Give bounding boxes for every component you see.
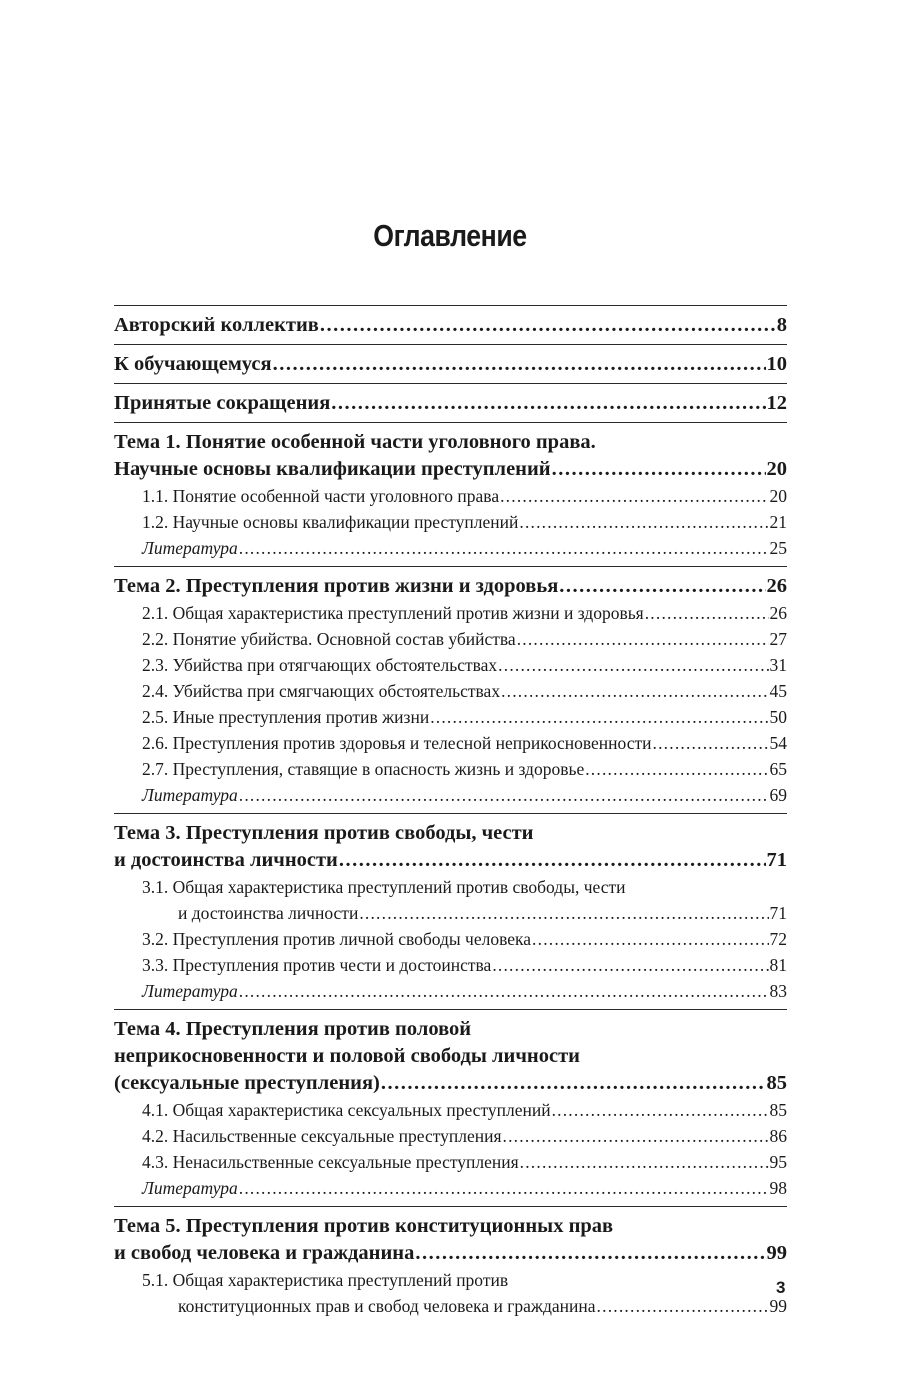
entry-label: 1.2. Научные основы квалификации преступлений [142, 512, 519, 532]
entry-label: Литература [142, 1178, 238, 1198]
entry-page-number: 99 [769, 1296, 787, 1316]
entry-page-number: 45 [769, 681, 787, 701]
dot-leader [320, 312, 776, 339]
entry-page-number: 54 [769, 733, 787, 753]
topic-heading[interactable] [114, 1240, 787, 1267]
subsection-entry[interactable] [114, 900, 787, 926]
toc-entry[interactable] [114, 312, 787, 339]
entry-page-number: 27 [769, 629, 787, 649]
dot-leader [552, 456, 766, 483]
dot-leader [519, 509, 768, 535]
topic-heading[interactable] [114, 1070, 787, 1097]
dot-leader [273, 351, 766, 378]
dot-leader [645, 600, 769, 626]
entry-page-number: 86 [769, 1126, 787, 1146]
page-number: 3 [776, 1278, 786, 1297]
dot-leader [552, 1097, 769, 1123]
dot-leader [381, 1070, 766, 1097]
dot-leader [415, 1240, 765, 1267]
dot-leader [503, 1123, 769, 1149]
subsection-entry[interactable] [114, 952, 787, 978]
section-divider [114, 566, 787, 567]
dot-leader [585, 756, 768, 782]
topic-title-line: Тема 1. Понятие особенной части уголовного права. [114, 431, 596, 453]
entry-label: и достоинства личности [114, 849, 338, 871]
literature-entry[interactable] [114, 1175, 787, 1201]
entry-label: Литература [142, 538, 238, 558]
toc-entry[interactable] [114, 351, 787, 378]
section-divider [114, 422, 787, 423]
dot-leader [597, 1293, 769, 1319]
subsection-entry[interactable] [114, 652, 787, 678]
literature-entry[interactable] [114, 978, 787, 1004]
entry-page-number: 10 [766, 353, 787, 375]
dot-leader [520, 1149, 769, 1175]
section-divider [114, 383, 787, 384]
subsection-entry[interactable] [114, 1293, 787, 1319]
entry-page-number: 50 [769, 707, 787, 727]
entry-label: Авторский коллектив [114, 314, 319, 336]
entry-label: 4.3. Ненасильственные сексуальные преступления [142, 1152, 519, 1172]
subsection-title-line: 5.1. Общая характеристика преступлений против [142, 1270, 509, 1290]
dot-leader [239, 782, 769, 808]
entry-label: и свобод человека и гражданина [114, 1242, 415, 1264]
entry-label: 2.1. Общая характеристика преступлений против жизни и здоровья [142, 603, 644, 623]
entry-page-number: 85 [769, 1100, 787, 1120]
entry-label: 2.4. Убийства при смягчающих обстоятельствах [142, 681, 501, 701]
subsection-entry[interactable] [114, 678, 787, 704]
literature-entry[interactable] [114, 535, 787, 561]
section-divider [114, 1009, 787, 1010]
dot-leader [239, 1175, 769, 1201]
entry-page-number: 20 [766, 458, 787, 480]
dot-leader [430, 704, 768, 730]
subsection-title-line: 3.1. Общая характеристика преступлений против свободы, чести [142, 877, 626, 897]
entry-label: 3.2. Преступления против личной свободы человека [142, 929, 532, 949]
subsection-entry[interactable] [114, 1097, 787, 1123]
topic-title-line: неприкосновенности и половой свободы личности [114, 1045, 580, 1067]
section-divider [114, 344, 787, 345]
entry-label: 1.1. Понятие особенной части уголовного права [142, 486, 500, 506]
dot-leader [359, 900, 768, 926]
entry-page-number: 65 [769, 759, 787, 779]
entry-label: Принятые сокращения [114, 392, 331, 414]
dot-leader [339, 847, 766, 874]
entry-label: конституционных прав и свобод человека и гражданина [178, 1296, 596, 1316]
entry-page-number: 8 [776, 314, 787, 336]
literature-entry[interactable] [114, 782, 787, 808]
subsection-entry[interactable] [114, 1149, 787, 1175]
entry-label: 2.3. Убийства при отягчающих обстоятельствах [142, 655, 498, 675]
entry-label: 4.2. Насильственные сексуальные преступления [142, 1126, 502, 1146]
entry-page-number: 85 [766, 1072, 787, 1094]
topic-title-line: Тема 5. Преступления против конституционных прав [114, 1215, 614, 1237]
entry-page-number: 21 [769, 512, 787, 532]
entry-page-number: 71 [769, 903, 787, 923]
topic-heading[interactable] [114, 456, 787, 483]
entry-page-number: 98 [769, 1178, 787, 1198]
entry-label: 2.5. Иные преступления против жизни [142, 707, 430, 727]
topic-heading[interactable] [114, 847, 787, 874]
toc-entry[interactable] [114, 390, 787, 417]
subsection-entry[interactable] [114, 509, 787, 535]
subsection-entry[interactable] [114, 483, 787, 509]
dot-leader [239, 535, 769, 561]
entry-label: 4.1. Общая характеристика сексуальных преступлений [142, 1100, 551, 1120]
entry-label: Научные основы квалификации преступлений [114, 458, 551, 480]
entry-page-number: 26 [769, 603, 787, 623]
dot-leader [517, 626, 769, 652]
entry-page-number: 95 [769, 1152, 787, 1172]
dot-leader [501, 678, 768, 704]
entry-page-number: 31 [769, 655, 787, 675]
entry-page-number: 26 [766, 575, 787, 597]
entry-page-number: 72 [769, 929, 787, 949]
entry-page-number: 69 [769, 785, 787, 805]
entry-page-number: 81 [769, 955, 787, 975]
entry-label: и достоинства личности [178, 903, 359, 923]
dot-leader [492, 952, 768, 978]
subsection-entry[interactable] [114, 600, 787, 626]
dot-leader [653, 730, 769, 756]
dot-leader [559, 573, 765, 600]
entry-label: Тема 2. Преступления против жизни и здоровья [114, 575, 559, 597]
section-divider [114, 305, 787, 306]
page-title: Оглавление [373, 218, 527, 253]
dot-leader [500, 483, 768, 509]
section-divider [114, 1206, 787, 1207]
dot-leader [331, 390, 765, 417]
dot-leader [532, 926, 768, 952]
subsection-entry[interactable] [114, 730, 787, 756]
entry-label: 2.6. Преступления против здоровья и телесной неприкосновенности [142, 733, 652, 753]
topic-heading[interactable] [114, 573, 787, 600]
entry-label: К обучающемуся [114, 353, 272, 375]
topic-title-line: Тема 3. Преступления против свободы, чести [114, 822, 534, 844]
entry-page-number: 20 [769, 486, 787, 506]
entry-label: Литература [142, 981, 238, 1001]
section-divider [114, 813, 787, 814]
entry-page-number: 83 [769, 981, 787, 1001]
entry-label: 2.2. Понятие убийства. Основной состав убийства [142, 629, 516, 649]
dot-leader [239, 978, 769, 1004]
entry-page-number: 12 [766, 392, 787, 414]
table-of-contents [114, 305, 787, 1319]
subsection-entry[interactable] [114, 756, 787, 782]
subsection-entry[interactable] [114, 626, 787, 652]
entry-page-number: 99 [766, 1242, 787, 1264]
subsection-entry[interactable] [114, 704, 787, 730]
entry-page-number: 71 [766, 849, 787, 871]
entry-label: 3.3. Преступления против чести и достоинства [142, 955, 492, 975]
entry-label: (сексуальные преступления) [114, 1072, 380, 1094]
entry-page-number: 25 [769, 538, 787, 558]
subsection-entry[interactable] [114, 1123, 787, 1149]
dot-leader [498, 652, 768, 678]
entry-label: Литература [142, 785, 238, 805]
subsection-entry[interactable] [114, 926, 787, 952]
entry-label: 2.7. Преступления, ставящие в опасность жизнь и здоровье [142, 759, 585, 779]
topic-title-line: Тема 4. Преступления против половой [114, 1018, 472, 1040]
